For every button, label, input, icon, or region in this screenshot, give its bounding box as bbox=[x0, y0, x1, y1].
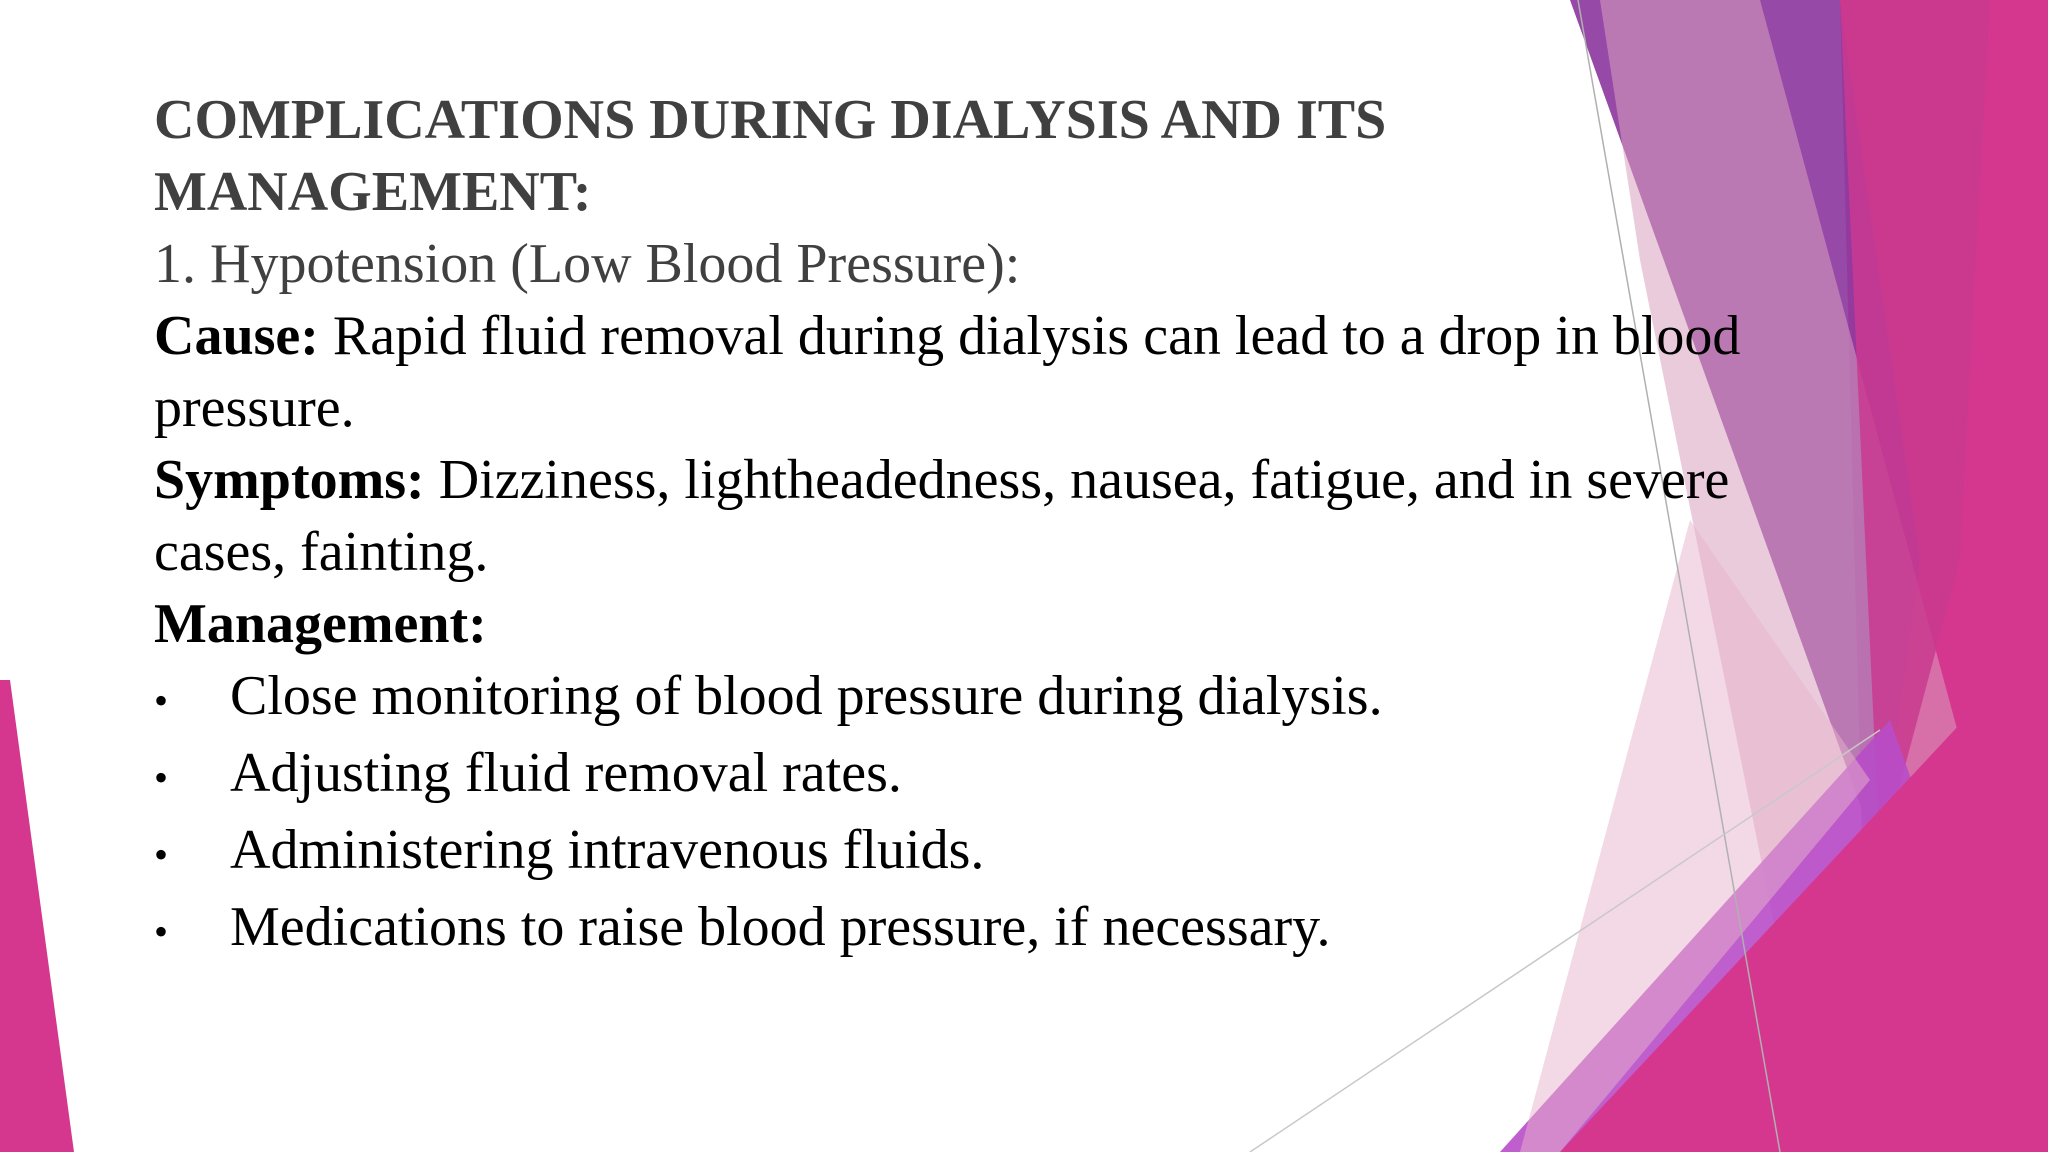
cause-paragraph bbox=[154, 300, 1874, 444]
list-item-text: Adjusting fluid removal rates. bbox=[230, 742, 902, 804]
symptoms-label: Symptoms: bbox=[154, 449, 425, 511]
list-item-text: Close monitoring of blood pressure during dialysis. bbox=[230, 665, 1383, 727]
list-item bbox=[154, 814, 1874, 891]
list-item bbox=[154, 737, 1874, 814]
cause-label: Cause: bbox=[154, 305, 319, 367]
cause-text: Rapid fluid removal during dialysis can lead to a drop in blood pressure. bbox=[154, 305, 1741, 439]
symptoms-text: Dizziness, lightheadedness, nausea, fatigue, and in severe cases, fainting. bbox=[154, 449, 1730, 583]
shape-magenta-left bbox=[0, 680, 74, 1152]
bullet-icon: • bbox=[154, 678, 169, 723]
list-item-text: Medications to raise blood pressure, if necessary. bbox=[230, 896, 1331, 958]
list-item-text: Administering intravenous fluids. bbox=[230, 819, 985, 881]
bullet-icon: • bbox=[154, 909, 169, 954]
slide-title-line-2: MANAGEMENT: bbox=[154, 161, 592, 223]
slide-content bbox=[154, 84, 1874, 968]
management-list bbox=[154, 660, 1874, 968]
list-item bbox=[154, 891, 1874, 968]
bullet-icon: • bbox=[154, 832, 169, 877]
section-subtitle: 1. Hypotension (Low Blood Pressure): bbox=[154, 233, 1021, 295]
list-item bbox=[154, 660, 1874, 737]
management-heading: Management: bbox=[154, 593, 487, 655]
bullet-icon: • bbox=[154, 755, 169, 800]
symptoms-paragraph bbox=[154, 444, 1874, 588]
slide-title-line-1: COMPLICATIONS DURING DIALYSIS AND ITS bbox=[154, 89, 1387, 151]
